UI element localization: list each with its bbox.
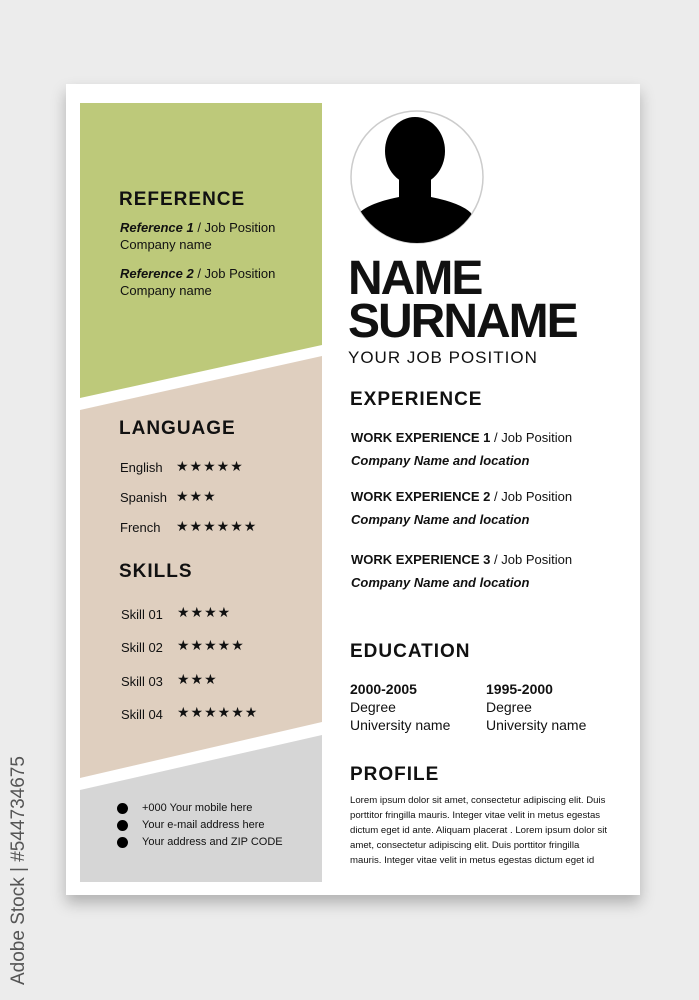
skill-label: Skill 01 [121,607,163,622]
name: NAME [348,252,482,305]
profile-title: PROFILE [350,764,440,785]
skill-rating-stars: ★★★★ [177,604,232,620]
skill-label: Skill 02 [121,640,163,655]
skill-label: Skill 03 [121,674,163,689]
language-label: Spanish [120,490,167,505]
language-rating-stars: ★★★★★★ [176,518,258,534]
skill-rating-stars: ★★★ [177,671,218,687]
avatar [349,109,485,245]
education-item: 2000-2005 Degree University name [350,681,451,733]
contact-address: Your address and ZIP CODE [117,834,283,851]
education-item: 1995-2000 Degree University name [486,681,587,733]
bullet-icon [117,803,128,814]
language-rating-stars: ★★★ [176,488,217,504]
reference-item: Reference 2 / Job Position Company name [120,266,276,298]
job-position: YOUR JOB POSITION [348,348,538,367]
skill-label: Skill 04 [121,707,163,722]
contact-email: Your e-mail address here [117,817,283,834]
language-rating-stars: ★★★★★ [176,458,244,474]
experience-item: WORK EXPERIENCE 3 / Job Position Company Name and location [351,552,573,590]
experience-item: WORK EXPERIENCE 1 / Job Position Company Name and location [351,430,573,468]
skill-rating-stars: ★★★★★★ [177,704,259,720]
reference-item: Reference 1 / Job Position Company name [120,220,276,252]
skills-title: SKILLS [119,561,193,582]
language-label: English [120,460,163,475]
surname: SURNAME [348,295,577,348]
bullet-icon [117,820,128,831]
language-label: French [120,520,161,535]
language-title: LANGUAGE [119,418,236,439]
education-title: EDUCATION [350,641,471,662]
experience-item: WORK EXPERIENCE 2 / Job Position Company Name and location [351,489,573,527]
experience-title: EXPERIENCE [350,389,483,410]
stock-watermark: Adobe Stock | #544734675 [8,756,29,985]
bullet-icon [117,837,128,848]
skill-rating-stars: ★★★★★ [177,637,245,653]
contact-phone: +000 Your mobile here [117,800,283,817]
reference-title: REFERENCE [119,189,246,210]
contact-list [117,800,283,851]
profile-text: Lorem ipsum dolor sit amet, consectetur adipiscing elit. Duis porttitor fringilla mauris. Integer vitae velit in metus egestas dictum eget id ante. Aliquam placerat . Lorem ipsum dolor sit amet, consectetur adipiscing elit. Duis porttitor fringilla mauris. Integer vitae velit in metus egestas dictum eget id [350,795,608,866]
